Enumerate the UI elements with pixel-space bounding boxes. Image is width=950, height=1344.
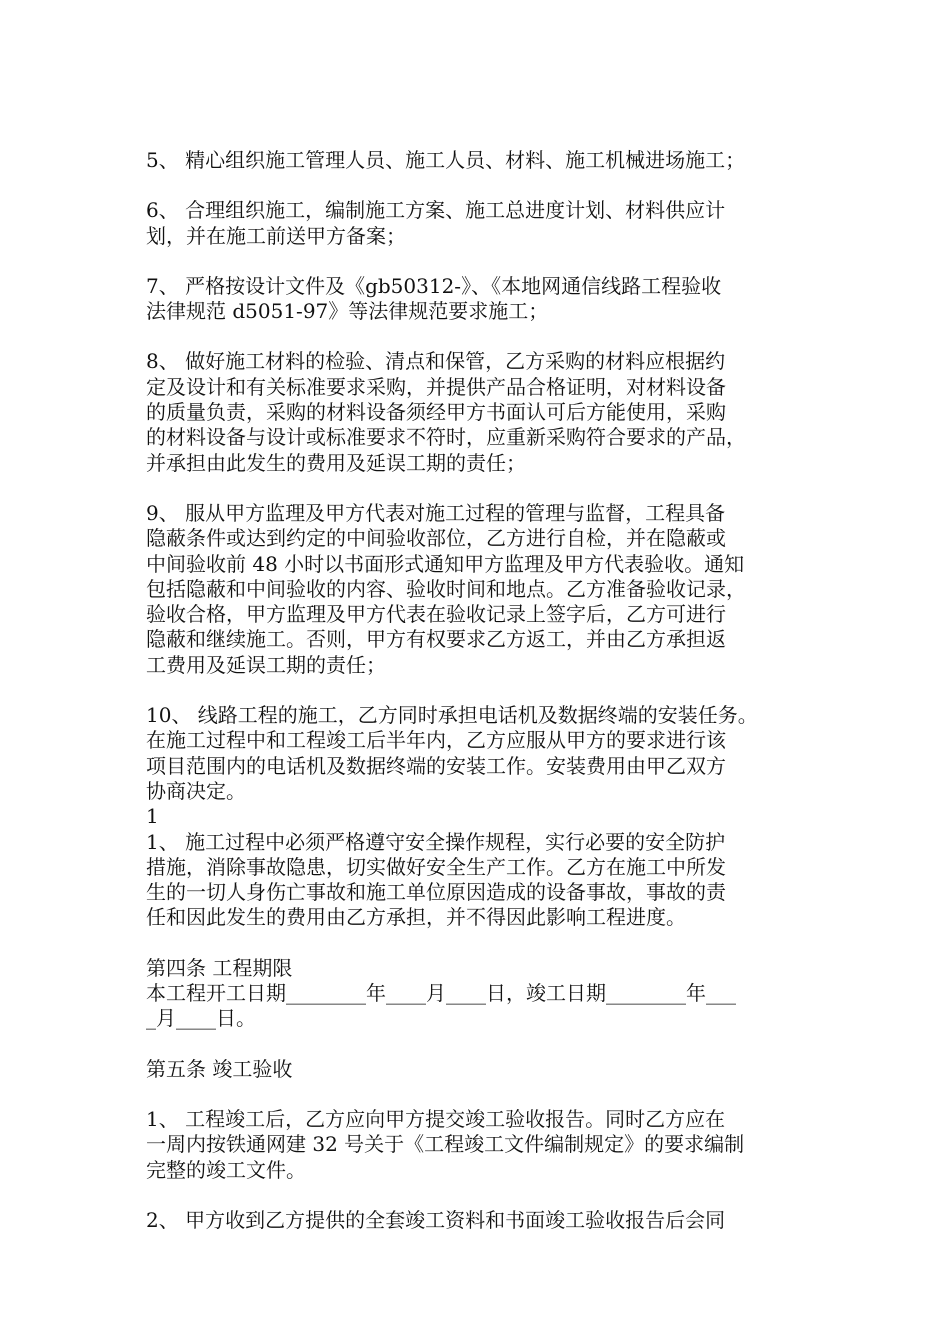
paragraph (146, 1107, 816, 1183)
text-line: 的质量负责，采购的材料设备须经甲方书面认可后方能使用，采购 (146, 400, 726, 425)
text-line: 包括隐蔽和中间验收的内容、验收时间和地点。乙方准备验收记录， (146, 576, 746, 601)
text-line: 的材料设备与设计或标准要求不符时，应重新采购符合要求的产品， (146, 425, 746, 450)
text-line: 9、 服从甲方监理及甲方代表对施工过程的管理与监督，工程具备 (146, 500, 726, 525)
text-line: 划，并在施工前送甲方备案； (146, 223, 406, 248)
text-line: 法律规范 d5051-97》等法律规范要求施工； (146, 299, 549, 324)
paragraph (146, 1208, 816, 1233)
text-line: 2、 甲方收到乙方提供的全套竣工资料和书面竣工验收报告后会同 (146, 1207, 726, 1232)
paragraph (146, 956, 816, 1032)
text-line: 完整的竣工文件。 (146, 1157, 306, 1182)
text-line: 5、 精心组织施工管理人员、施工人员、材料、施工机械进场施工； (146, 148, 746, 172)
paragraph (146, 198, 816, 249)
document-body (146, 148, 816, 1233)
text-line: 1、 工程竣工后，乙方应向甲方提交竣工验收报告。同时乙方应在 (146, 1106, 726, 1131)
paragraph (146, 274, 816, 325)
text-line: 任和因此发生的费用由乙方承担，并不得因此影响工程进度。 (146, 905, 686, 930)
paragraph (146, 703, 816, 931)
text-line: 8、 做好施工材料的检验、清点和保管，乙方采购的材料应根据约 (146, 349, 726, 374)
text-line: 协商决定。 (146, 778, 246, 803)
text-line: 本工程开工日期________年____月____日，竣工日期________年___ (146, 981, 736, 1006)
paragraph (146, 349, 816, 475)
text-line: 定及设计和有关标准要求采购，并提供产品合格证明，对材料设备 (146, 374, 726, 399)
text-line: 一周内按铁通网建 32 号关于《工程竣工文件编制规定》的要求编制 (146, 1132, 745, 1157)
text-line: 10、 线路工程的施工，乙方同时承担电话机及数据终端的安装任务。 (146, 703, 758, 728)
text-line: 隐蔽和继续施工。否则，甲方有权要求乙方返工，并由乙方承担返 (146, 627, 726, 652)
text-line: 并承担由此发生的费用及延误工期的责任； (146, 450, 526, 475)
text-line: 6、 合理组织施工，编制施工方案、施工总进度计划、材料供应计 (146, 198, 726, 223)
text-line: 1、 施工过程中必须严格遵守安全操作规程，实行必要的安全防护 (146, 829, 726, 854)
text-line: 项目范围内的电话机及数据终端的安装工作。安装费用由甲乙双方 (146, 753, 726, 778)
text-line: 1 (146, 804, 159, 829)
text-line: 中间验收前 48 小时以书面形式通知甲方监理及甲方代表验收。通知 (146, 551, 745, 576)
text-line: 7、 严格按设计文件及《gb50312-》、《本地网通信线路工程验收 (146, 273, 722, 298)
text-line: 生的一切人身伤亡事故和施工单位原因造成的设备事故，事故的责 (146, 880, 726, 905)
text-line: 验收合格，甲方监理及甲方代表在验收记录上签字后，乙方可进行 (146, 602, 726, 627)
text-line: _月____日。 (146, 1006, 256, 1031)
text-line: 隐蔽条件或达到约定的中间验收部位，乙方进行自检，并在隐蔽或 (146, 526, 726, 551)
section-heading: 第四条 工程期限 (146, 955, 293, 980)
paragraph (146, 1057, 816, 1082)
section-heading: 第五条 竣工验收 (146, 1056, 293, 1081)
paragraph (146, 148, 816, 173)
paragraph (146, 501, 816, 678)
text-line: 措施，消除事故隐患，切实做好安全生产工作。乙方在施工中所发 (146, 854, 726, 879)
text-line: 工费用及延误工期的责任； (146, 652, 386, 677)
text-line: 在施工过程中和工程竣工后半年内，乙方应服从甲方的要求进行该 (146, 728, 726, 753)
